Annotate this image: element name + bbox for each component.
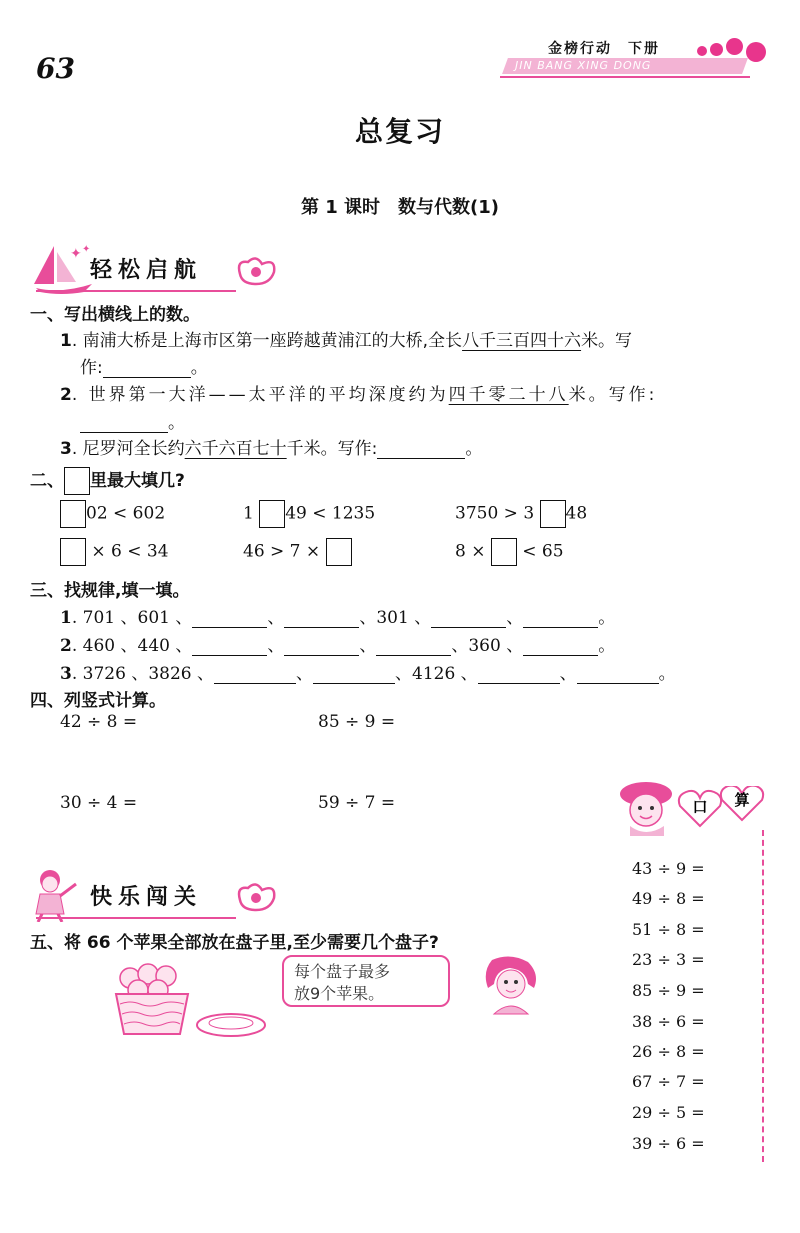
vertical-calc-2: 85 ÷ 9 = — [318, 712, 396, 732]
box-problem-3 — [455, 500, 587, 528]
pattern-blank[interactable] — [313, 665, 395, 684]
box-problem-5 — [243, 538, 352, 566]
pattern-line-3 — [60, 659, 676, 684]
box-problem-4 — [60, 538, 169, 566]
q3-end: 。 — [465, 439, 483, 459]
answer-box[interactable] — [60, 538, 86, 566]
pattern-3-sep-d: 、 — [559, 664, 577, 684]
pattern-line-2 — [60, 631, 615, 656]
hint-speech-bubble — [282, 955, 450, 1007]
hint-line-1: 每个盘子最多 — [294, 962, 391, 981]
q1-text-post: 米。写 — [581, 331, 633, 351]
header-rule — [500, 76, 750, 78]
q3-line — [60, 434, 482, 459]
pattern-blank[interactable] — [284, 637, 359, 656]
q1-write-label: 作: — [80, 358, 103, 378]
header-dot-icon — [746, 42, 766, 62]
page-number: 63 — [36, 52, 75, 85]
box-problem-3-pre: 3750 > 3 — [455, 503, 540, 524]
q1-text: . 南浦大桥是上海市区第一座跨越黄浦江的大桥,全长 — [71, 331, 463, 351]
box-problem-2-pre: 1 — [243, 503, 260, 524]
oral-item: 43 ÷ 9 = — [632, 859, 705, 878]
header-band-text: JIN BANG XING DONG — [515, 59, 652, 72]
pattern-3-sep-b: 、 — [296, 664, 313, 684]
section5-heading: 五、将 66 个苹果全部放在盘子里,至少需要几个盘子? — [30, 933, 439, 953]
box-problem-6 — [455, 538, 564, 566]
pattern-blank[interactable] — [284, 609, 359, 628]
q2-text-post: 米。写作: — [568, 385, 658, 405]
svg-text:✦: ✦ — [70, 246, 82, 262]
oral-item: 49 ÷ 8 = — [632, 889, 705, 908]
hint-line-2: 放9个苹果。 — [294, 984, 385, 1003]
vertical-calc-4: 59 ÷ 7 = — [318, 793, 396, 813]
girl-with-hat-icon — [612, 778, 682, 838]
q1-number: 1 — [60, 331, 72, 351]
vertical-calc-1: 42 ÷ 8 = — [60, 712, 138, 732]
oral-item: 85 ÷ 9 = — [632, 981, 705, 1000]
box-problem-4-post: × 6 < 34 — [86, 541, 169, 562]
q1-end: 。 — [190, 358, 208, 378]
q1-answer-blank[interactable] — [103, 359, 191, 378]
pattern-3-text-c: 、4126 、 — [395, 664, 478, 684]
q1-underlined-number: 八千三百四十六 — [462, 331, 582, 351]
pattern-2-end: 。 — [598, 636, 616, 656]
q2-text: . 世界第一大洋——太平洋的平均深度约为 — [71, 385, 449, 405]
header-dot-icon — [726, 38, 743, 55]
pattern-2-sep-b: 、 — [267, 636, 285, 656]
girl-thinking-icon — [470, 954, 542, 1016]
pattern-2-number: 2 — [60, 636, 72, 656]
q2-answer-line — [80, 408, 185, 433]
plate-icon — [195, 1010, 267, 1040]
banner-underline — [36, 917, 236, 919]
q2-answer-blank[interactable] — [80, 414, 168, 433]
svg-text:✦: ✦ — [82, 244, 91, 255]
banner-easy-start: 轻松启航 — [90, 258, 203, 283]
pattern-1-end: 。 — [598, 608, 616, 628]
q3-answer-blank[interactable] — [377, 440, 465, 459]
pattern-2-text-d: 、360 、 — [451, 636, 524, 656]
oral-item: 23 ÷ 3 = — [632, 950, 705, 969]
box-problem-1 — [60, 500, 165, 528]
q2-line — [60, 380, 657, 405]
oral-heart-labels — [676, 786, 768, 832]
sailboat-icon — [26, 238, 96, 294]
section2-heading — [30, 466, 185, 495]
pattern-1-text-c: 、301 、 — [359, 608, 432, 628]
box-problem-6-post: < 65 — [516, 541, 564, 562]
box-problem-3-post: 48 — [565, 503, 588, 524]
q3-underlined-number: 六千六百七十 — [184, 439, 287, 459]
q1-answer-line — [80, 353, 208, 378]
heading-box-icon — [64, 467, 90, 495]
q2-number: 2 — [60, 385, 72, 405]
oral-item: 39 ÷ 6 = — [632, 1134, 705, 1153]
q2-end: 。 — [168, 413, 185, 433]
pattern-3-text-a: . 3726 、3826 、 — [71, 664, 214, 684]
swirl-heart-icon — [232, 250, 282, 290]
pattern-1-text-a: . 701 、601 、 — [71, 608, 193, 628]
section2-heading-pre: 二、 — [30, 471, 64, 491]
pattern-1-sep-d: 、 — [506, 608, 524, 628]
banner-underline — [36, 290, 236, 292]
answer-box[interactable] — [259, 500, 285, 528]
q1-line — [60, 326, 632, 351]
q3-number: 3 — [60, 439, 72, 459]
pattern-3-number: 3 — [60, 664, 72, 684]
page-title: 总复习 — [354, 115, 445, 148]
banner-happy-challenge: 快乐闯关 — [90, 885, 203, 910]
q3-text: . 尼罗河全长约 — [71, 439, 185, 459]
box-problem-2-post: 49 < 1235 — [285, 503, 376, 524]
vertical-calc-3: 30 ÷ 4 = — [60, 793, 138, 813]
section1-heading: 一、写出横线上的数。 — [30, 305, 200, 325]
answer-box[interactable] — [326, 538, 352, 566]
oral-label-kou: 口 — [692, 798, 708, 816]
header-dot-icon — [697, 46, 707, 56]
q3-text-post: 千米。写作: — [286, 439, 378, 459]
box-problem-5-pre: 46 > 7 × — [243, 541, 326, 562]
swirl-heart-icon — [232, 876, 282, 916]
girl-waving-icon — [26, 866, 86, 922]
section4-heading: 四、列竖式计算。 — [30, 691, 166, 711]
oral-label-suan: 算 — [734, 791, 750, 809]
answer-box[interactable] — [491, 538, 517, 566]
pattern-1-sep-b: 、 — [267, 608, 285, 628]
pattern-blank[interactable] — [192, 637, 267, 656]
pattern-blank[interactable] — [577, 665, 659, 684]
oral-item: 67 ÷ 7 = — [632, 1072, 705, 1091]
pattern-blank[interactable] — [376, 637, 451, 656]
oral-item: 26 ÷ 8 = — [632, 1042, 705, 1061]
oral-item: 51 ÷ 8 = — [632, 920, 705, 939]
pattern-blank[interactable] — [214, 665, 296, 684]
box-problem-1-post: 02 < 602 — [86, 503, 166, 524]
answer-box[interactable] — [60, 500, 86, 528]
header-dot-icon — [710, 43, 723, 56]
pattern-line-1 — [60, 603, 615, 628]
box-problem-6-pre: 8 × — [455, 541, 491, 562]
pattern-blank[interactable] — [431, 609, 506, 628]
oral-item: 29 ÷ 5 = — [632, 1103, 705, 1122]
pattern-blank[interactable] — [523, 637, 598, 656]
answer-box[interactable] — [540, 500, 566, 528]
pattern-3-end: 。 — [658, 664, 676, 684]
box-problem-2 — [243, 500, 375, 528]
q2-underlined-number: 四千零二十八 — [448, 385, 569, 405]
section3-heading: 三、找规律,填一填。 — [30, 581, 190, 601]
section2-heading-post: 里最大填几? — [90, 471, 185, 491]
series-title: 金榜行动 下册 — [548, 41, 660, 57]
pattern-blank[interactable] — [523, 609, 598, 628]
pattern-blank[interactable] — [478, 665, 560, 684]
pattern-blank[interactable] — [192, 609, 267, 628]
oral-item: 38 ÷ 6 = — [632, 1012, 705, 1031]
apple-basket-icon — [110, 960, 195, 1040]
pattern-2-sep-c: 、 — [359, 636, 377, 656]
pattern-2-text-a: . 460 、440 、 — [71, 636, 193, 656]
pattern-1-number: 1 — [60, 608, 72, 628]
lesson-subtitle: 第 1 课时 数与代数(1) — [300, 197, 500, 218]
